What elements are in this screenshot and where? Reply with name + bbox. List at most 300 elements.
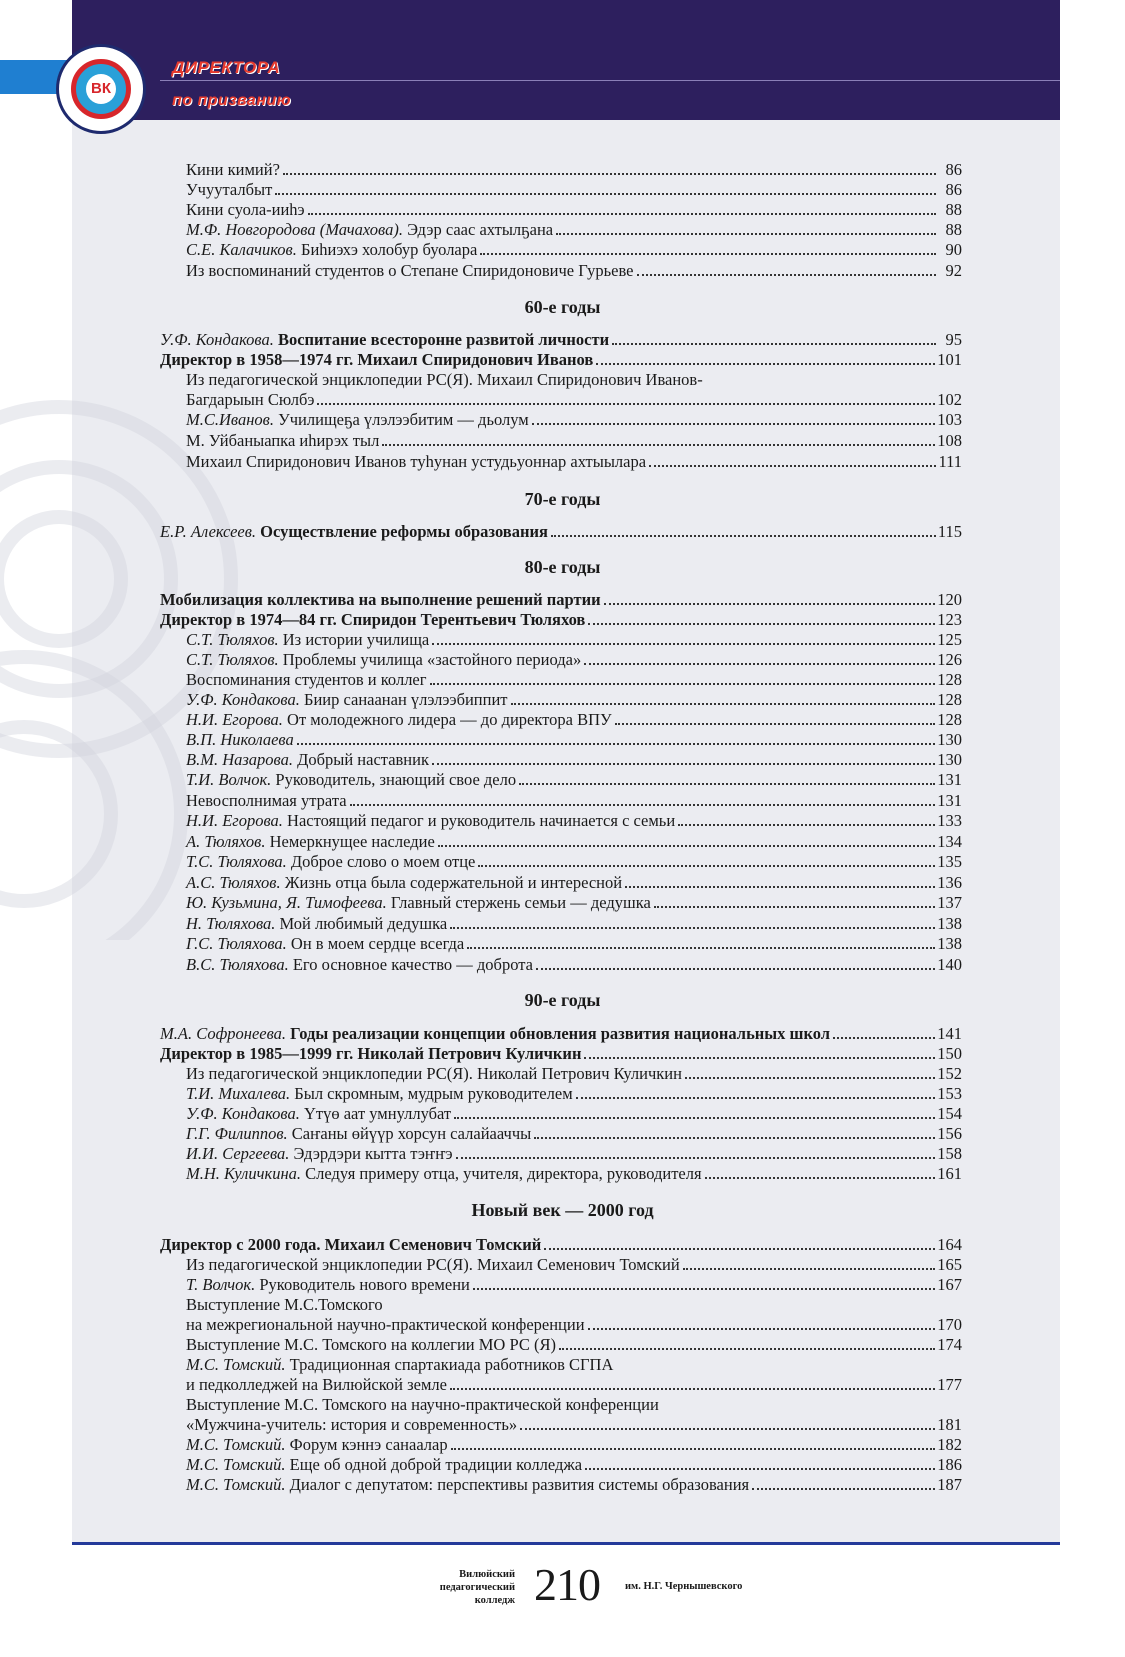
toc-entry-text (186, 690, 508, 710)
toc-entry-text (186, 1084, 573, 1104)
toc-page-number: 88 (945, 220, 962, 239)
brand-subtitle: по призванию (172, 92, 292, 109)
toc-page-number: 182 (937, 1435, 962, 1454)
toc-entry (186, 955, 962, 975)
toc-leader-dots (308, 213, 936, 215)
toc-entry-title: Из педагогической энциклопедии РС(Я). Михаил Семенович Томский (186, 1255, 680, 1274)
toc-leader-dots (588, 1328, 936, 1330)
toc-entry (186, 240, 962, 260)
toc-entry-title: М. Уйбаныапка иһирэх тыл (186, 431, 380, 450)
toc-leader-dots (584, 663, 935, 665)
footer-college-name (440, 1568, 515, 1607)
toc-entry-author: Ю. Кузьмина, Я. Тимофеева. (186, 893, 387, 912)
toc-entry-text (186, 180, 272, 200)
toc-page-number: 108 (937, 431, 962, 450)
toc-page-number: 102 (937, 390, 962, 409)
toc-entry (186, 1455, 962, 1475)
toc-page-number: 174 (937, 1335, 962, 1354)
toc-entry-title: Үтүө аат умнуллубат (303, 1104, 452, 1123)
footer-line-2: педагогический (439, 1582, 515, 1593)
toc-page-number: 131 (937, 791, 962, 810)
toc-page-number: 161 (937, 1164, 962, 1183)
toc-leader-dots (637, 274, 936, 276)
toc-leader-dots (519, 783, 935, 785)
toc-entry-text (160, 522, 548, 542)
toc-entry (160, 1235, 962, 1255)
toc-page-number: 128 (937, 670, 962, 689)
toc-leader-dots (450, 1388, 935, 1390)
toc-page-number: 86 (945, 160, 962, 179)
toc-leader-dots (615, 723, 936, 725)
toc-entry-author: Н.И. Егорова. (186, 811, 283, 830)
toc-entry-author: М.Ф. Новгородова (Мачахова). (186, 220, 403, 239)
toc-entry-text (160, 1044, 581, 1064)
toc-leader-dots (275, 193, 936, 195)
toc-entry-text (186, 1455, 582, 1475)
toc-entry-author: С.Т. Тюляхов. (186, 630, 279, 649)
toc-entry (186, 730, 962, 750)
toc-entry (160, 1024, 962, 1044)
toc-page-number: 120 (937, 590, 962, 609)
toc-entry-text (186, 1104, 451, 1124)
toc-entry-text (186, 1164, 702, 1184)
toc-page-number: 141 (937, 1024, 962, 1043)
toc-entry (186, 630, 962, 650)
toc-entry-title: Эдэрдэри кытта тэҥҥэ (293, 1144, 453, 1163)
toc-page-number: 187 (937, 1475, 962, 1494)
toc-leader-dots (654, 906, 935, 908)
toc-entry (186, 200, 962, 220)
toc-entry-text (160, 350, 593, 370)
toc-entry-author: У.Ф. Кондакова. (186, 1104, 300, 1123)
toc-entry-author: Е.Р. Алексеев. (160, 522, 257, 541)
toc-entry-title: Диалог с депутатом: перспективы развития системы образования (289, 1475, 750, 1494)
toc-entry-text (186, 670, 427, 690)
toc-entry-author: М.С. Томский. (186, 1355, 286, 1374)
toc-entry-title: Директор в 1958—1974 гг. Михаил Спиридонович Иванов (160, 350, 594, 369)
toc-entry-text (186, 1124, 531, 1144)
toc-entry-text (186, 873, 622, 893)
brand-title: ДИРЕКТОРА (172, 58, 281, 77)
toc-entry (160, 330, 962, 350)
toc-entry-text (186, 1355, 613, 1375)
toc-page-number: 86 (945, 180, 962, 199)
footer-line-3: колледж (474, 1595, 515, 1606)
toc-entry-title: Воспитание всесторонне развитой личности (277, 330, 610, 349)
toc-entry-text (186, 770, 516, 790)
toc-entry-text (186, 832, 435, 852)
toc-leader-dots (480, 253, 936, 255)
logo-ring (71, 59, 131, 119)
toc-entry-text (186, 410, 529, 430)
toc-entry-title: Мобилизация коллектива на выполнение решений партии (160, 590, 601, 609)
toc-entry-text (186, 791, 347, 811)
toc-entry-author: С.Т. Тюляхов. (186, 650, 279, 669)
toc-entry-title: Осуществление реформы образования (260, 522, 548, 541)
toc-entry (186, 1124, 962, 1144)
toc-page-number: 137 (937, 893, 962, 912)
toc-page-number: 138 (937, 934, 962, 953)
toc-entry-text (186, 730, 294, 750)
toc-entry (186, 791, 962, 811)
toc-entry-author: В.М. Назарова. (186, 750, 293, 769)
toc-entry-text (186, 240, 477, 260)
toc-entry-text (186, 220, 553, 240)
toc-leader-dots (544, 1248, 935, 1250)
toc-entry-author: Т.И. Михалева. (186, 1084, 291, 1103)
toc-entry (186, 1335, 962, 1355)
toc-entry-title: Кини суола-ииһэ (186, 200, 305, 219)
page-number: 210 (534, 1559, 600, 1610)
toc-entry-author: С.Е. Калачиков. (186, 240, 297, 259)
toc-leader-dots (511, 703, 936, 705)
toc-entry (186, 452, 962, 472)
toc-entry-title: «Мужчина-учитель: история и современность» (186, 1415, 518, 1434)
toc-leader-dots (551, 535, 936, 537)
toc-entry (186, 180, 962, 200)
toc-entry-author: В.П. Николаева (186, 730, 294, 749)
logo-mark: ВК (86, 74, 116, 104)
toc-leader-dots (467, 947, 935, 949)
toc-page-number: 103 (937, 410, 962, 429)
footer-line-1: Вилюйский (459, 1569, 515, 1580)
toc-entry-title: Кини кимий? (186, 160, 280, 179)
toc-entry-text (186, 1144, 453, 1164)
toc-leader-dots (604, 603, 936, 605)
toc-page-number: 164 (937, 1235, 962, 1254)
toc-entry (186, 410, 962, 430)
toc-leader-dots (317, 403, 935, 405)
toc-entry (186, 220, 962, 240)
toc-leader-dots (382, 444, 935, 446)
toc-entry-title: Невосполнимая утрата (186, 791, 347, 810)
toc-leader-dots (576, 1097, 936, 1099)
toc-entry-title: Мой любимый дедушка (279, 914, 448, 933)
toc-entry-text (186, 1415, 517, 1435)
toc-entry-title: Выступление М.С.Томского (186, 1295, 383, 1314)
toc-page-number: 125 (937, 630, 962, 649)
toc-entry (186, 431, 962, 451)
toc-leader-dots (752, 1488, 935, 1490)
toc-entry (186, 370, 703, 390)
toc-entry-title: Биһиэхэ холобур буолара (300, 240, 478, 259)
college-logo (56, 44, 146, 134)
toc-entry-author: М.С.Иванов. (186, 410, 274, 429)
toc-entry-title: Годы реализации концепции обновления развития национальных школ (290, 1024, 831, 1043)
toc-entry-text (186, 1064, 682, 1084)
toc-leader-dots (685, 1077, 935, 1079)
section-heading-2000: Новый век — 2000 год (471, 1200, 654, 1220)
header-divider (160, 80, 1060, 81)
toc-leader-dots (430, 683, 936, 685)
toc-entry-title: Традиционная спартакиада работников СГПА (289, 1355, 614, 1374)
toc-leader-dots (585, 1468, 935, 1470)
toc-entry-text (186, 955, 533, 975)
toc-entry-text (186, 914, 447, 934)
toc-entry (186, 1475, 962, 1495)
toc-page-number: 111 (938, 452, 962, 471)
toc-page-number: 165 (937, 1255, 962, 1274)
toc-entry-text (186, 1475, 749, 1495)
toc-entry (160, 1044, 962, 1064)
toc-page-number: 101 (937, 350, 962, 369)
section-heading-70s: 70-е годы (524, 489, 601, 509)
toc-leader-dots (612, 343, 936, 345)
footer-divider (72, 1542, 1060, 1545)
toc-entry-author: Т.С. Тюляхова. (186, 852, 287, 871)
toc-entry (186, 670, 962, 690)
toc-page-number: 130 (937, 730, 962, 749)
toc-entry-text (160, 1235, 541, 1255)
toc-entry-text (160, 330, 609, 350)
toc-leader-dots (454, 1117, 935, 1119)
toc-entry-text (186, 452, 646, 472)
toc-entry-title: Главный стержень семьи — дедушка (390, 893, 651, 912)
toc-entry-text (160, 1024, 830, 1044)
toc-leader-dots (283, 173, 936, 175)
toc-entry-text (186, 1335, 556, 1355)
toc-page-number: 135 (937, 852, 962, 871)
toc-entry-text (186, 390, 314, 410)
toc-entry (186, 1255, 962, 1275)
footer-college-dedication: им. Н.Г. Чернышевского (625, 1581, 743, 1592)
toc-entry-title: Саҥаны өйүүр хорсун салайааччы (291, 1124, 532, 1143)
toc-page-number: 140 (937, 955, 962, 974)
toc-page-number: 186 (937, 1455, 962, 1474)
toc-entry (186, 1375, 962, 1395)
toc-entry-author: И.И. Сергеева. (186, 1144, 290, 1163)
toc-entry (186, 832, 962, 852)
toc-entry-text (186, 750, 429, 770)
toc-entry-text (186, 1395, 659, 1415)
toc-entry-text (186, 1295, 383, 1315)
toc-entry (186, 1355, 613, 1375)
toc-entry-author: М.С. Томский. (186, 1435, 286, 1454)
toc-entry (186, 893, 962, 913)
toc-entry (160, 610, 962, 630)
toc-entry-text (186, 811, 675, 831)
toc-page-number: 170 (937, 1315, 962, 1334)
toc-leader-dots (534, 1137, 935, 1139)
toc-entry-author: М.А. Софронеева. (160, 1024, 287, 1043)
toc-entry-title: Был скромным, мудрым руководителем (294, 1084, 573, 1103)
toc-entry-author: Г.Г. Филиппов. (186, 1124, 288, 1143)
toc-entry-text (186, 893, 651, 913)
toc-entry-text (160, 610, 585, 630)
toc-entry-title: Биир санаанан үлэлээбиппит (303, 690, 508, 709)
toc-page-number: 92 (945, 261, 962, 280)
toc-leader-dots (432, 643, 935, 645)
toc-leader-dots (536, 968, 935, 970)
toc-page-number: 152 (937, 1064, 962, 1083)
toc-entry (186, 934, 962, 954)
toc-entry (186, 160, 962, 180)
toc-entry (160, 522, 962, 542)
toc-entry-title: Михаил Спиридонович Иванов туһунан устудьуоннар ахтыылара (186, 452, 647, 471)
toc-entry-text (186, 1315, 585, 1335)
toc-entry-text (186, 710, 612, 730)
toc-entry (186, 1435, 962, 1455)
toc-entry (186, 1315, 962, 1335)
toc-entry-text (186, 160, 280, 180)
toc-page-number: 153 (937, 1084, 962, 1103)
toc-entry-title: Доброе слово о моем отце (290, 852, 476, 871)
toc-entry (186, 1144, 962, 1164)
toc-page-number: 88 (945, 200, 962, 219)
toc-entry-text (186, 1255, 680, 1275)
toc-entry-title: Эдэр саас ахтылҕана (407, 220, 554, 239)
toc-entry-title: Форум кэннэ санаалар (289, 1435, 448, 1454)
toc-entry-author: М.Н. Куличкина. (186, 1164, 302, 1183)
toc-entry (186, 914, 962, 934)
toc-entry-text (186, 1435, 448, 1455)
toc-entry-title: Багдарыын Сюлбэ (186, 390, 315, 409)
toc-page-number: 177 (937, 1375, 962, 1394)
toc-entry-author: Н. Тюляхова. (186, 914, 276, 933)
toc-entry (186, 1395, 659, 1415)
toc-entry (186, 852, 962, 872)
toc-entry (186, 1415, 962, 1435)
toc-entry (186, 750, 962, 770)
toc-page-number: 138 (937, 914, 962, 933)
toc-entry-title: Из педагогической энциклопедии РС(Я). Михаил Спиридонович Иванов- (186, 370, 703, 389)
toc-entry-text (186, 261, 634, 281)
toc-entry (186, 1275, 962, 1295)
toc-entry-author: Н.И. Егорова. (186, 710, 283, 729)
toc-entry-text (186, 370, 703, 390)
toc-entry-title: Выступление М.С. Томского на коллегии МО РС (Я) (186, 1335, 556, 1354)
toc-entry-title: и педколледжей на Вилюйской земле (186, 1375, 447, 1394)
toc-page-number: 154 (937, 1104, 962, 1123)
toc-entry (186, 650, 962, 670)
toc-leader-dots (559, 1348, 935, 1350)
toc-leader-dots (350, 804, 936, 806)
toc-page-number: 158 (937, 1144, 962, 1163)
toc-page-number: 130 (937, 750, 962, 769)
toc-entry-text (186, 200, 305, 220)
toc-entry (186, 811, 962, 831)
toc-entry-text (186, 934, 464, 954)
toc-entry (186, 690, 962, 710)
toc-entry-title: Воспоминания студентов и коллег (186, 670, 427, 689)
toc-entry-author: А. Тюляхов. (186, 832, 266, 851)
toc-entry-title: Директор с 2000 года. Михаил Семенович Томский (160, 1235, 542, 1254)
toc-page-number: 128 (937, 710, 962, 729)
toc-entry (160, 350, 962, 370)
toc-leader-dots (297, 743, 936, 745)
toc-leader-dots (438, 845, 935, 847)
toc-entry (186, 261, 962, 281)
toc-leader-dots (833, 1037, 935, 1039)
toc-leader-dots (478, 865, 935, 867)
toc-entry-text (186, 1275, 470, 1295)
toc-leader-dots (588, 623, 935, 625)
toc-leader-dots (456, 1157, 936, 1159)
toc-entry-title: Из истории училища (282, 630, 430, 649)
toc-page-number: 126 (937, 650, 962, 669)
toc-entry (186, 1104, 962, 1124)
toc-entry-title: Выступление М.С. Томского на научно-практической конференции (186, 1395, 659, 1414)
toc-entry-author: Г.С. Тюляхова. (186, 934, 287, 953)
toc-entry-author: У.Ф. Кондакова. (186, 690, 300, 709)
section-heading-90s: 90-е годы (524, 990, 601, 1010)
toc-leader-dots (520, 1428, 935, 1430)
toc-page-number: 128 (937, 690, 962, 709)
toc-entry-author: У.Ф. Кондакова. (160, 330, 274, 349)
toc-entry-author: Т.И. Волчок. (186, 770, 272, 789)
toc-entry-title: От молодежного лидера — до директора ВПУ (287, 710, 612, 729)
toc-page-number: 181 (937, 1415, 962, 1434)
toc-entry-title: Училищеҕа үлэлээбитим — дьолум (278, 410, 529, 429)
toc-leader-dots (532, 423, 936, 425)
toc-leader-dots (473, 1288, 935, 1290)
toc-entry-title: Он в моем сердце всегда (290, 934, 465, 953)
toc-entry-title: Добрый наставник (297, 750, 429, 769)
toc-entry-title: Учууталбыт (186, 180, 273, 199)
toc-page-number: 156 (937, 1124, 962, 1143)
toc-entry-text (186, 431, 379, 451)
toc-leader-dots (683, 1268, 936, 1270)
toc-leader-dots (705, 1177, 936, 1179)
toc-page-number: 95 (945, 330, 962, 349)
section-heading-60s: 60-е годы (524, 297, 601, 317)
toc-leader-dots (625, 886, 935, 888)
toc-entry-title: Еще об одной доброй традиции колледжа (289, 1455, 583, 1474)
toc-entry-text (186, 852, 475, 872)
toc-entry-title: Следуя примеру отца, учителя, директора, руководителя (305, 1164, 702, 1183)
toc-entry-author: А.С. Тюляхов. (186, 873, 281, 892)
toc-leader-dots (596, 363, 935, 365)
toc-entry-title: Его основное качество — доброта (292, 955, 533, 974)
toc-page-number: 90 (945, 240, 962, 259)
toc-leader-dots (451, 1448, 936, 1450)
toc-page-number: 134 (937, 832, 962, 851)
toc-entry-author: М.С. Томский. (186, 1475, 286, 1494)
toc-entry-text (186, 630, 429, 650)
toc-entry-title: Настоящий педагог и руководитель начинается с семьи (287, 811, 676, 830)
toc-entry-text (186, 650, 581, 670)
toc-entry (186, 770, 962, 790)
toc-entry-title: Жизнь отца была содержательной и интересной (284, 873, 623, 892)
toc-page-number: 115 (937, 522, 962, 541)
toc-entry (186, 1064, 962, 1084)
toc-entry (186, 873, 962, 893)
toc-leader-dots (649, 465, 936, 467)
toc-page-number: 167 (937, 1275, 962, 1294)
toc-entry-title: Директор в 1974—84 гг. Спиридон Терентьевич Тюляхов (160, 610, 586, 629)
toc-entry-author: В.С. Тюляхова. (186, 955, 289, 974)
toc-entry-title: Проблемы училища «застойного периода» (282, 650, 582, 669)
toc-page-number: 150 (937, 1044, 962, 1063)
toc-entry (186, 390, 962, 410)
section-heading-80s: 80-е годы (524, 557, 601, 577)
toc-leader-dots (432, 763, 935, 765)
toc-entry (186, 710, 962, 730)
toc-leader-dots (678, 824, 935, 826)
toc-entry-text (160, 590, 601, 610)
toc-entry (186, 1295, 383, 1315)
toc-page-number: 131 (937, 770, 962, 789)
toc-entry-title: Руководитель нового времени (259, 1275, 470, 1294)
toc-page-number: 136 (937, 873, 962, 892)
toc-entry (186, 1164, 962, 1184)
toc-entry-title: Немеркнущее наследие (269, 832, 435, 851)
toc-entry-title: Из воспоминаний студентов о Степане Спиридоновиче Гурьеве (186, 261, 634, 280)
toc-page-number: 133 (937, 811, 962, 830)
toc-leader-dots (584, 1057, 935, 1059)
toc-entry-author: М.С. Томский. (186, 1455, 286, 1474)
toc-page-number: 123 (937, 610, 962, 629)
